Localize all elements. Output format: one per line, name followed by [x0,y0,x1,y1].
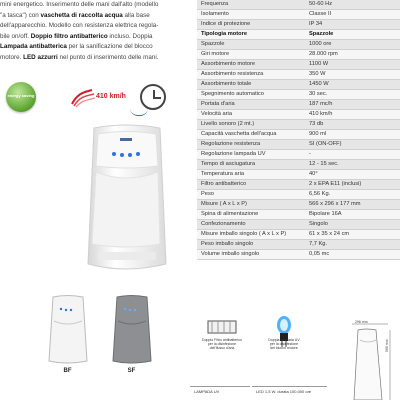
spec-value: 1000 ore [305,40,400,50]
spec-key: Peso [197,190,305,200]
desc-bold: Doppio filtro antibatterico [30,32,108,40]
spec-key: Misure ( A x L x P) [197,200,305,210]
bottom-label-led: LED 1,5 W. durata 100.000 ore [252,386,327,400]
spec-key: Spazzole [197,40,305,50]
product-variants [45,295,165,385]
spec-key: Temperatura aria [197,170,305,180]
spec-value: SI (ON-OFF) [305,140,400,150]
spec-key: Portata d'aria [197,100,305,110]
spec-row [197,110,400,120]
spec-table-body [197,0,400,260]
spec-value: 566 x 296 x 177 mm [305,200,400,210]
leaf-energy-icon [6,82,36,112]
arrow-icon [130,108,148,116]
spec-key: Filtro antibatterico [197,180,305,190]
spec-row [197,80,400,90]
spec-value: IP 34 [305,20,400,30]
wind-icon [70,88,96,108]
spec-value: 50-60 Hz [305,0,400,10]
airspeed-label: 410 km/h [96,93,126,100]
caption-line: dell'flusso d'aria [209,346,235,351]
caption-line: del blocco motore [270,346,298,351]
spec-value: Singolo [305,220,400,230]
width-dimension: 296 mm [355,320,368,324]
spec-row [197,140,400,150]
product-description [0,0,172,63]
spec-value: 900 ml [305,130,400,140]
filter-caption [190,338,254,351]
spec-row [197,70,400,80]
technical-drawing [330,318,400,400]
spec-key: Assorbimento resistenza [197,70,305,80]
spec-row [197,100,400,110]
spec-value: Bipolare 16A [305,210,400,220]
variant-bf-label: BF [63,368,72,374]
spec-value: 61 x 35 x 24 cm [305,230,400,240]
spec-row [197,90,400,100]
desc-line [0,53,172,64]
spec-key: Livello sonoro (2 mt.) [197,120,305,130]
spec-row [197,230,400,240]
spec-value: 12 - 15 sec. [305,160,400,170]
spec-row [197,60,400,70]
spec-value: 187 mc/h [305,100,400,110]
spec-key: Regolazione lampada UV [197,150,305,160]
spec-key: Indice di protezione [197,20,305,30]
spec-row [197,40,400,50]
desc-text: mini energetico. Inserimento delle mani dall'alto (modello [0,1,159,8]
variant-sf-image [109,295,154,365]
spec-value: Spazzole [305,30,400,40]
spec-key: Capacità vaschetta dell'acqua [197,130,305,140]
spec-row [197,250,400,260]
desc-text: per la sanificazione del blocco [66,43,153,50]
spec-row [197,0,400,10]
spec-value: 2 x EPA E11 (inclusi) [305,180,400,190]
spec-key: Assorbimento totale [197,80,305,90]
spec-value: 0,05 mc [305,250,400,260]
spec-key: Volume imballo singolo [197,250,305,260]
spec-key: Tempo di asciugatura [197,160,305,170]
spec-value: 28.000 rpm [305,50,400,60]
spec-table [197,0,400,260]
desc-text: incluso. Doppia [107,32,153,40]
spec-key: Velocità aria [197,110,305,120]
spec-row [197,160,400,170]
desc-bold: vaschetta di raccolta acqua [40,11,123,19]
spec-row [197,120,400,130]
desc-text: "a tasca") con [0,11,41,19]
spec-row [197,210,400,220]
caption-line: Doppia lampada UV [268,338,300,342]
variant-sf-label: SF [127,368,136,374]
spec-row [197,50,400,60]
hand-dryer-image [80,124,172,274]
spec-key: Giri motore [197,50,305,60]
desc-bold: LED azzurri [23,53,58,61]
spec-row [197,10,400,20]
desc-text: nel punto di inserimento delle mani. [57,53,159,61]
spec-key: Confezionamento [197,220,305,230]
spec-value: 410 km/h [305,110,400,120]
spec-key: Assorbimento motore [197,60,305,70]
desc-line [0,32,172,43]
desc-text: bile on/off. [0,32,31,40]
spec-value: 350 W [305,70,400,80]
uv-lamp-caption [252,338,316,351]
spec-row [197,220,400,230]
spec-value: 73 db [305,120,400,130]
spec-key: Regolazione resistenza [197,140,305,150]
spec-key: Spegnimento automatico [197,90,305,100]
spec-row [197,240,400,250]
spec-value: 40° [305,170,400,180]
spec-key: Isolamento [197,10,305,20]
spec-key: Frequenza [197,0,305,10]
caption-line: per la disinfezione [207,342,237,347]
spec-row [197,30,400,40]
spec-key: Spina di alimentazione [197,210,305,220]
spec-key: Tipologia motore [197,30,305,40]
spec-key: Peso imballo singolo [197,240,305,250]
feature-icons [6,80,168,116]
spec-value: 7,7 Kg. [305,240,400,250]
spec-row [197,180,400,190]
clock-icon [140,84,166,110]
desc-line [0,11,172,22]
spec-value: 6,56 Kg. [305,190,400,200]
spec-value: - [305,150,400,160]
variant-bf-image [45,295,90,365]
spec-value: Classe II [305,10,400,20]
spec-value: 1450 W [305,80,400,90]
bottom-label-uv: LAMPADA UV [190,386,250,400]
spec-value: 1100 W [305,60,400,70]
spec-row [197,150,400,160]
caption-line: per la disinfezione [269,342,299,347]
spec-value: 30 sec. [305,90,400,100]
spec-row [197,200,400,210]
desc-text: dell'apparecchio. Modello con resistenza elettrica regola- [0,22,159,29]
desc-text: motore. [0,53,24,61]
spec-row [197,20,400,30]
height-dimension: 566 mm [385,339,389,352]
desc-text: alla base [122,11,150,19]
spec-row [197,170,400,180]
desc-bold: Lampada antibatterica [0,43,67,50]
spec-key: Misure imballo singolo ( A x L x P) [197,230,305,240]
spec-row [197,190,400,200]
caption-line: Doppio Filtro antibatterico [202,338,242,342]
spec-row [197,130,400,140]
desc-line [0,0,172,11]
desc-line [0,21,172,32]
eco-text: energy saving [7,93,35,98]
desc-line [0,42,172,53]
